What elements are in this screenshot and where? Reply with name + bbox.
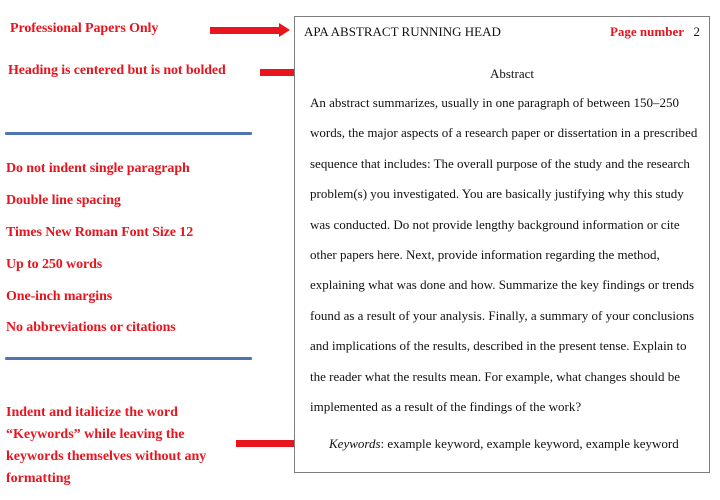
divider-bottom bbox=[5, 357, 252, 360]
keywords-note-line: “Keywords” while leaving the bbox=[6, 427, 185, 442]
arrow-to-running-head-icon bbox=[210, 25, 290, 35]
abstract-line: the reader what the results mean. For example, what changes should be bbox=[310, 368, 681, 384]
abstract-line: sequence that includes: The overall purpose of the study and the research bbox=[310, 155, 690, 171]
keywords-line bbox=[329, 436, 679, 452]
keywords-note-line: keywords themselves without any bbox=[6, 449, 207, 464]
rule-item: Up to 250 words bbox=[6, 257, 103, 272]
abstract-page-sample bbox=[294, 16, 710, 473]
keywords-values: : example keyword, example keyword, example keyword bbox=[380, 436, 679, 451]
page-number-label: Page number bbox=[609, 24, 684, 39]
rule-item: No abbreviations or citations bbox=[6, 320, 176, 335]
annotation-professional-only: Professional Papers Only bbox=[10, 21, 159, 36]
abstract-line: An abstract summarizes, usually in one paragraph of between 150–250 bbox=[310, 95, 679, 110]
divider-top bbox=[5, 132, 252, 135]
abstract-heading: Abstract bbox=[489, 66, 535, 81]
rule-item: Double line spacing bbox=[6, 193, 121, 208]
annotation-keywords-note bbox=[6, 402, 206, 490]
rule-item: Times New Roman Font Size 12 bbox=[6, 225, 194, 240]
abstract-line: and implications of the results, described in the present tense. Explain to bbox=[310, 338, 687, 354]
abstract-line: other papers here. Next, provide information regarding the method, bbox=[310, 246, 660, 262]
keywords-note-line: Indent and italicize the word bbox=[6, 405, 178, 420]
keywords-note-line: formatting bbox=[6, 471, 71, 486]
abstract-line: was conducted. Do not provide lengthy background information or cite bbox=[310, 216, 680, 232]
abstract-line: implemented as a result of the findings of the work? bbox=[310, 398, 582, 414]
abstract-body bbox=[310, 95, 697, 429]
abstract-line: words, the major aspects of a research paper or dissertation in a prescribed bbox=[310, 125, 698, 141]
page-number: 2 bbox=[693, 24, 700, 39]
abstract-line: explaining what was done and how. Summarize the key findings or trends bbox=[310, 277, 695, 293]
running-head: APA ABSTRACT RUNNING HEAD bbox=[304, 24, 501, 39]
rule-item: Do not indent single paragraph bbox=[6, 161, 190, 176]
keywords-label: Keywords bbox=[329, 436, 381, 451]
rule-item: One-inch margins bbox=[6, 289, 113, 304]
abstract-line: found as a result of your analysis. Finally, a summary of your conclusions bbox=[310, 307, 695, 323]
annotation-heading-centered: Heading is centered but is not bolded bbox=[8, 63, 226, 78]
abstract-line: problem(s) you investigated. You are basically justifying why this study bbox=[310, 186, 684, 202]
